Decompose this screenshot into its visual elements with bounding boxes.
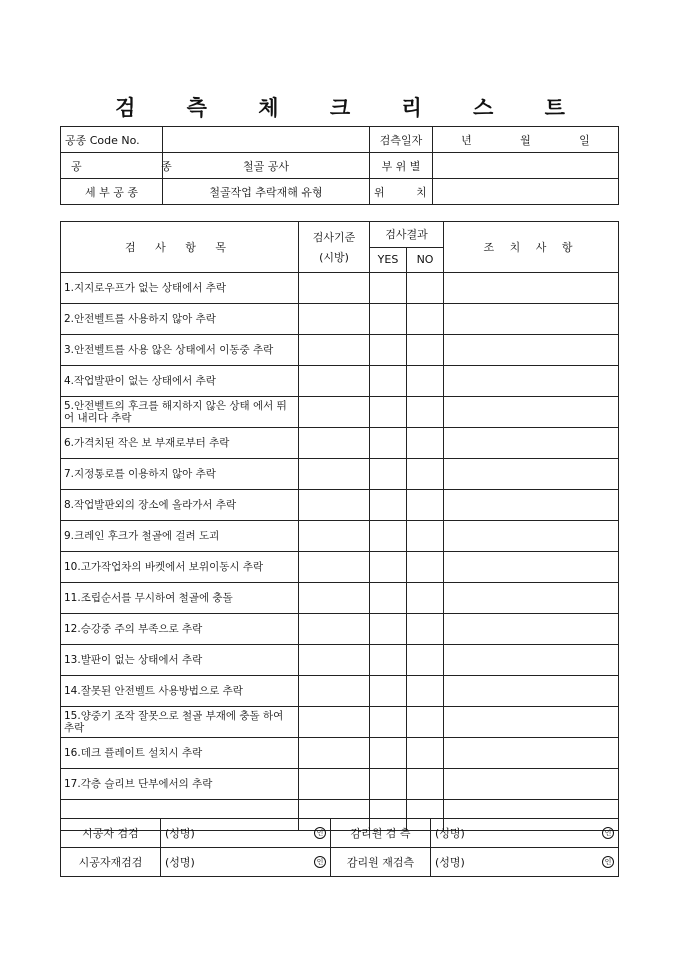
check-item-text: 13.발판이 없는 상태에서 추락 (61, 645, 299, 676)
yes-cell[interactable] (370, 490, 407, 521)
checklist-row (61, 614, 619, 645)
no-cell[interactable] (407, 738, 444, 769)
yes-cell[interactable] (370, 769, 407, 800)
no-cell[interactable] (407, 707, 444, 738)
standard-cell[interactable] (299, 428, 370, 459)
check-item-text: 3.안전벨트를 사용 않은 상태에서 이동중 추락 (61, 335, 299, 366)
yes-cell[interactable] (370, 676, 407, 707)
checklist-row (61, 459, 619, 490)
supervisor-reinspect-sign-field[interactable] (431, 848, 619, 877)
checklist-row (61, 397, 619, 428)
action-cell[interactable] (444, 676, 619, 707)
standard-cell[interactable] (299, 707, 370, 738)
checklist-table (60, 221, 619, 831)
col-yes-header: YES (370, 247, 407, 273)
no-cell[interactable] (407, 459, 444, 490)
action-cell[interactable] (444, 645, 619, 676)
action-cell[interactable] (444, 707, 619, 738)
no-cell[interactable] (407, 335, 444, 366)
date-label: 검측일자 (370, 127, 433, 153)
seal-icon: 인 (314, 856, 326, 868)
supervisor-inspect-label: 감리원 검 측 (331, 819, 431, 848)
checklist-row (61, 335, 619, 366)
standard-cell[interactable] (299, 552, 370, 583)
supervisor-inspect-sign-field[interactable] (431, 819, 619, 848)
standard-cell[interactable] (299, 335, 370, 366)
action-cell[interactable] (444, 366, 619, 397)
standard-cell[interactable] (299, 521, 370, 552)
date-field[interactable] (433, 127, 619, 153)
yes-cell[interactable] (370, 304, 407, 335)
supervisor-reinspect-label: 감리원 재검측 (331, 848, 431, 877)
col-item-header: 검 사 항 목 (61, 222, 299, 273)
standard-cell[interactable] (299, 645, 370, 676)
yes-cell[interactable] (370, 273, 407, 304)
check-item-text: 16.데크 플레이트 설치시 추락 (61, 738, 299, 769)
yes-cell[interactable] (370, 738, 407, 769)
check-item-text: 6.가격치된 작은 보 부재로부터 추락 (61, 428, 299, 459)
name-placeholder: (성명) (165, 827, 195, 840)
no-cell[interactable] (407, 366, 444, 397)
standard-cell[interactable] (299, 273, 370, 304)
no-cell[interactable] (407, 645, 444, 676)
no-cell[interactable] (407, 769, 444, 800)
checklist-row (61, 645, 619, 676)
seal-icon: 인 (602, 827, 614, 839)
action-cell[interactable] (444, 335, 619, 366)
check-item-text: 11.조립순서를 무시하여 철골에 충돌 (61, 583, 299, 614)
code-label: 공종 Code No. (61, 127, 163, 153)
yes-cell[interactable] (370, 583, 407, 614)
action-cell[interactable] (444, 459, 619, 490)
checklist-row (61, 769, 619, 800)
yes-cell[interactable] (370, 645, 407, 676)
no-cell[interactable] (407, 304, 444, 335)
work-type-label-text: 공 종 (71, 159, 210, 173)
contractor-reinspect-sign-field[interactable] (161, 848, 331, 877)
header-table (60, 126, 619, 205)
page-title: 검 측 체 크 리 스 트 (115, 95, 587, 120)
no-cell[interactable] (407, 583, 444, 614)
standard-cell[interactable] (299, 304, 370, 335)
no-cell[interactable] (407, 490, 444, 521)
contractor-reinspect-label: 시공자재검검 (61, 848, 161, 877)
checklist-row (61, 521, 619, 552)
check-item-text: 10.고가작업차의 바켓에서 보위이동시 추락 (61, 552, 299, 583)
yes-cell[interactable] (370, 335, 407, 366)
check-item-text: 1.지지로우프가 없는 상태에서 추락 (61, 273, 299, 304)
no-cell[interactable] (407, 614, 444, 645)
action-cell[interactable] (444, 304, 619, 335)
yes-cell[interactable] (370, 614, 407, 645)
day-label: 일 (579, 133, 590, 147)
check-item-text: 15.양중기 조작 잘못으로 철골 부재에 충돌 하여 추락 (61, 707, 299, 738)
check-item-text: 9.크레인 후크가 철골에 걸려 도괴 (61, 521, 299, 552)
detail-field[interactable]: 철골작업 추락재해 유형 (163, 179, 370, 205)
col-action-header: 조 치 사 항 (444, 222, 619, 273)
seal-icon: 인 (602, 856, 614, 868)
location-label: 위 치 (370, 179, 433, 205)
name-placeholder: (성명) (435, 827, 465, 840)
standard-cell[interactable] (299, 490, 370, 521)
standard-cell[interactable] (299, 738, 370, 769)
check-item-text: 14.잘못된 안전벨트 사용방법으로 추락 (61, 676, 299, 707)
yes-cell[interactable] (370, 521, 407, 552)
col-standard-label: 검사기준 (312, 231, 356, 244)
no-cell[interactable] (407, 676, 444, 707)
action-cell[interactable] (444, 614, 619, 645)
work-type-label (61, 153, 210, 179)
action-cell[interactable] (444, 583, 619, 614)
standard-cell[interactable] (299, 676, 370, 707)
standard-cell[interactable] (299, 459, 370, 490)
checklist-row (61, 490, 619, 521)
col-standard-header (299, 222, 370, 273)
action-cell[interactable] (444, 521, 619, 552)
contractor-inspect-sign-field[interactable] (161, 819, 331, 848)
standard-cell[interactable] (299, 583, 370, 614)
checklist-row (61, 428, 619, 459)
no-cell[interactable] (407, 521, 444, 552)
part-label: 부 위 별 (370, 153, 433, 179)
checklist-rows (61, 273, 619, 831)
col-result-header: 검사결과 (370, 222, 444, 248)
yes-cell[interactable] (370, 397, 407, 428)
checklist-row (61, 273, 619, 304)
seal-icon: 인 (314, 827, 326, 839)
yes-cell[interactable] (370, 459, 407, 490)
name-placeholder: (성명) (165, 856, 195, 869)
check-item-text: 7.지정통로를 이용하지 않아 추락 (61, 459, 299, 490)
col-standard-sub-label: (시방) (319, 251, 349, 264)
col-no-header: NO (407, 247, 444, 273)
location-field[interactable] (433, 179, 619, 205)
action-cell[interactable] (444, 273, 619, 304)
month-label: 월 (520, 133, 531, 147)
year-label: 년 (461, 133, 472, 147)
yes-cell[interactable] (370, 707, 407, 738)
checklist-row (61, 304, 619, 335)
action-cell[interactable] (444, 769, 619, 800)
check-item-text: 8.작업발판외의 장소에 올라가서 추락 (61, 490, 299, 521)
contractor-inspect-label: 시공자 검검 (61, 819, 161, 848)
no-cell[interactable] (407, 273, 444, 304)
yes-cell[interactable] (370, 428, 407, 459)
no-cell[interactable] (407, 397, 444, 428)
code-field[interactable] (163, 127, 370, 153)
name-placeholder: (성명) (435, 856, 465, 869)
action-cell[interactable] (444, 552, 619, 583)
check-item-text: 12.승강중 주의 부족으로 추락 (61, 614, 299, 645)
standard-cell[interactable] (299, 769, 370, 800)
standard-cell[interactable] (299, 366, 370, 397)
action-cell[interactable] (444, 428, 619, 459)
detail-label: 세 부 공 종 (61, 179, 163, 205)
standard-cell[interactable] (299, 614, 370, 645)
checklist-row (61, 707, 619, 738)
no-cell[interactable] (407, 552, 444, 583)
part-field[interactable] (433, 153, 619, 179)
action-cell[interactable] (444, 738, 619, 769)
work-type-field[interactable]: 철골 공사 (163, 153, 370, 179)
check-item-text: 4.작업발판이 없는 상태에서 추락 (61, 366, 299, 397)
checklist-row (61, 738, 619, 769)
no-cell[interactable] (407, 428, 444, 459)
standard-cell[interactable] (299, 397, 370, 428)
checklist-row (61, 583, 619, 614)
action-cell[interactable] (444, 490, 619, 521)
action-cell[interactable] (444, 397, 619, 428)
yes-cell[interactable] (370, 552, 407, 583)
yes-cell[interactable] (370, 366, 407, 397)
check-item-text: 2.안전벨트를 사용하지 않아 추락 (61, 304, 299, 335)
signature-table (60, 818, 619, 877)
checklist-row (61, 676, 619, 707)
checklist-row (61, 366, 619, 397)
checklist-row (61, 552, 619, 583)
check-item-text: 17.각층 슬리브 단부에서의 추락 (61, 769, 299, 800)
check-item-text: 5.안전벨트의 후크를 해지하지 않은 상태 에서 뛰어 내리다 추락 (61, 397, 299, 428)
